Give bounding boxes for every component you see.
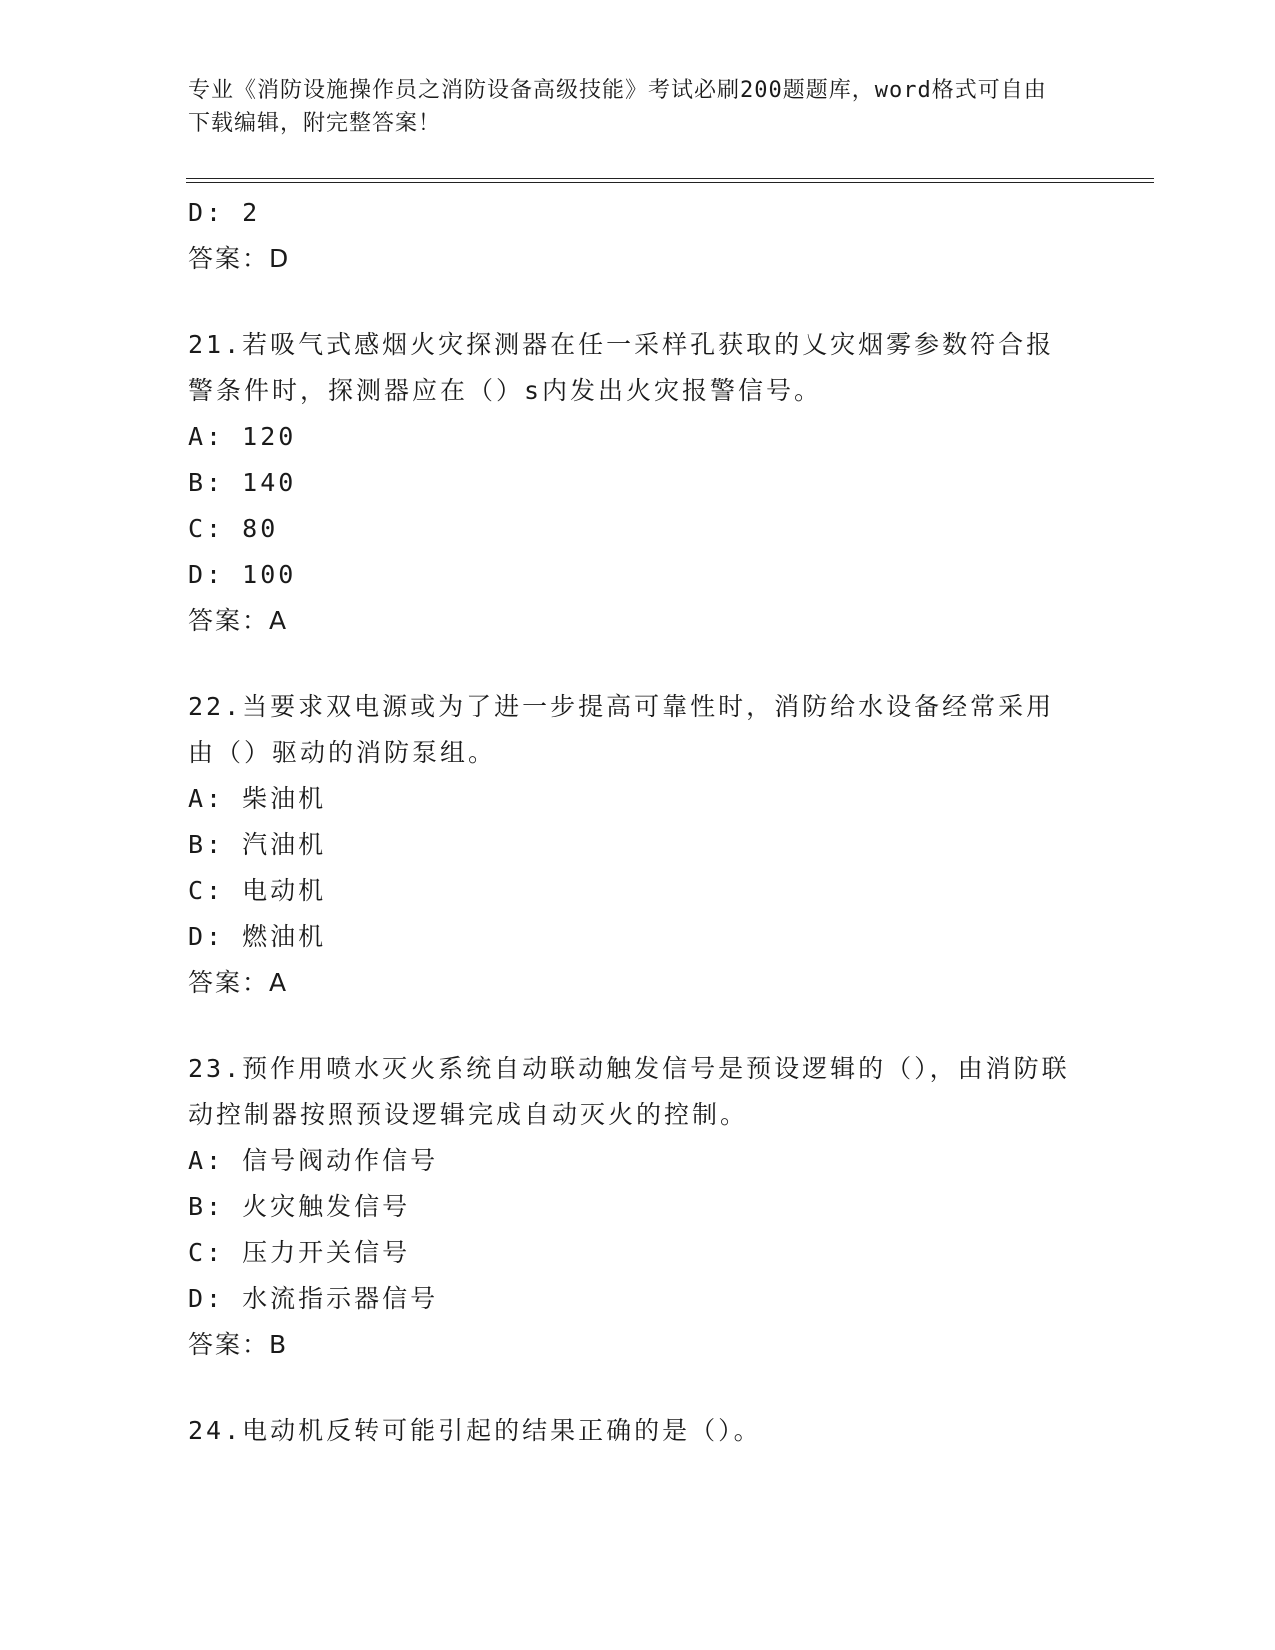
previous-option-d: D: 2 bbox=[188, 198, 261, 227]
answer: 答案：A bbox=[188, 968, 289, 997]
option-a: A: 柴油机 bbox=[188, 784, 327, 813]
question-22 bbox=[188, 684, 1088, 1006]
question-stem: 22.当要求双电源或为了进一步提高可靠性时，消防给水设备经常采用由（）驱动的消防泵组。 bbox=[188, 692, 1055, 767]
option-d: D: 100 bbox=[188, 560, 297, 589]
header-divider bbox=[186, 178, 1154, 183]
previous-answer: 答案：D bbox=[188, 244, 291, 273]
question-24 bbox=[188, 1408, 1088, 1454]
question-stem: 23.预作用喷水灭火系统自动联动触发信号是预设逻辑的（），由消防联动控制器按照预设逻辑完成自动灭火的控制。 bbox=[188, 1054, 1070, 1129]
question-stem: 24.电动机反转可能引起的结果正确的是（）。 bbox=[188, 1416, 762, 1445]
option-b: B: 140 bbox=[188, 468, 297, 497]
question-21 bbox=[188, 322, 1088, 644]
option-c: C: 压力开关信号 bbox=[188, 1238, 411, 1267]
question-23 bbox=[188, 1046, 1088, 1368]
option-b: B: 火灾触发信号 bbox=[188, 1192, 411, 1221]
option-a: A: 信号阀动作信号 bbox=[188, 1146, 439, 1175]
document-header-note: 专业《消防设施操作员之消防设备高级技能》考试必刷200题题库，word格式可自由下载编辑，附完整答案！ bbox=[188, 78, 1047, 136]
option-b: B: 汽油机 bbox=[188, 830, 327, 859]
option-a: A: 120 bbox=[188, 422, 297, 451]
option-d: D: 水流指示器信号 bbox=[188, 1284, 439, 1313]
question-stem: 21.若吸气式感烟火灾探测器在任一采样孔获取的乂灾烟雾参数符合报警条件时，探测器应在（）s内发出火灾报警信号。 bbox=[188, 330, 1055, 405]
answer: 答案：A bbox=[188, 606, 289, 635]
answer: 答案：B bbox=[188, 1330, 289, 1359]
option-c: C: 80 bbox=[188, 514, 279, 543]
option-c: C: 电动机 bbox=[188, 876, 327, 905]
question-list bbox=[188, 190, 1088, 1454]
option-d: D: 燃油机 bbox=[188, 922, 327, 951]
